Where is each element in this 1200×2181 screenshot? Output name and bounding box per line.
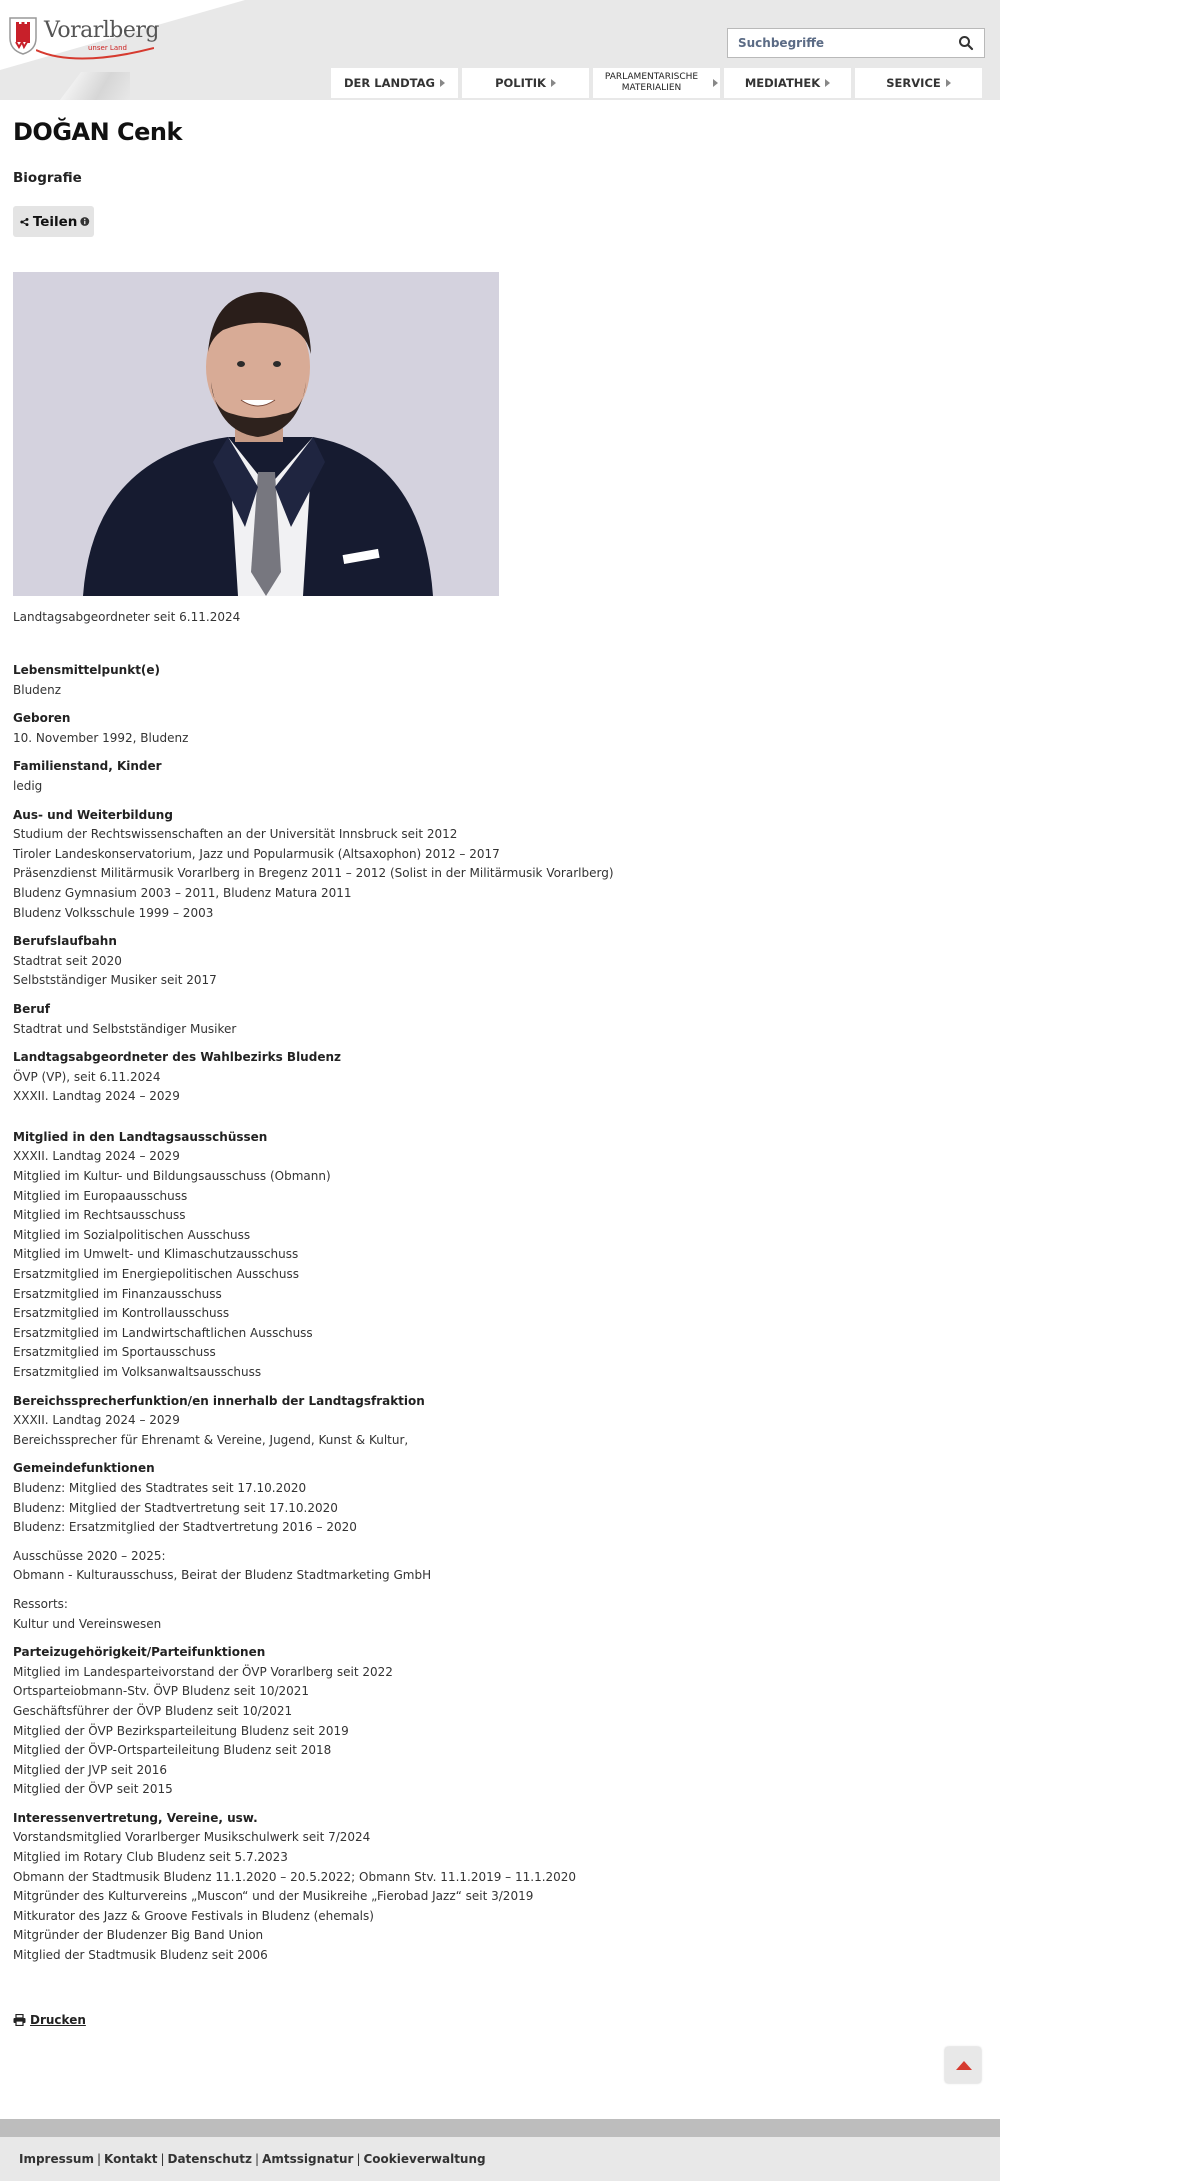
vorarlberg-logo[interactable] — [8, 14, 160, 62]
bio-line: Mitglied im Sozialpolitischen Ausschuss — [13, 1227, 251, 1242]
nav-item-label: MEDIATHEK — [744, 76, 821, 90]
nav-item-parlamentarische-materialien[interactable] — [593, 68, 720, 98]
bio-line: Mitglied der ÖVP-Ortsparteileitung Bludenz seit 2018 — [13, 1743, 332, 1758]
print-label: Drucken — [30, 2013, 86, 2027]
bio-line: Bludenz Gymnasium 2003 – 2011, Bludenz Matura 2011 — [13, 885, 352, 900]
back-to-top-button[interactable] — [945, 2047, 981, 2083]
footer-link[interactable]: Kontakt — [104, 2152, 158, 2166]
bio-section — [13, 757, 913, 796]
info-icon — [80, 215, 90, 228]
bio-line: Ressorts: — [13, 1596, 68, 1611]
logo-text: Vorarlberg — [44, 18, 160, 43]
bio-line: Mitglied der JVP seit 2016 — [13, 1762, 168, 1777]
footer-link[interactable]: Amtssignatur — [262, 2152, 354, 2166]
bio-line: Bludenz: Mitglied der Stadtvertretung seit 17.10.2020 — [13, 1500, 338, 1515]
bio-line: Stadtrat seit 2020 — [13, 953, 122, 968]
bio-section — [13, 1392, 913, 1451]
share-icon — [20, 216, 29, 228]
bio-spacer — [13, 1116, 913, 1128]
bio-line: Ersatzmitglied im Volksanwaltsausschuss — [13, 1365, 262, 1379]
bio-section — [13, 932, 913, 991]
bio-line: Ersatzmitglied im Energiepolitischen Ausschuss — [13, 1267, 299, 1282]
bio-line: Selbstständiger Musiker seit 2017 — [13, 973, 217, 988]
bio-section — [13, 709, 913, 748]
bio-section-label: Beruf — [13, 1001, 50, 1016]
bio-section-label: Berufslaufbahn — [13, 934, 117, 949]
bio-line: ÖVP (VP), seit 6.11.2024 — [13, 1069, 161, 1084]
bio-line: Ausschüsse 2020 – 2025: — [13, 1548, 166, 1563]
nav-item-der-landtag[interactable] — [331, 68, 458, 98]
nav-item-label: PARLAMENTARISCHE MATERIALIEN — [604, 72, 699, 93]
footer-link[interactable]: Impressum — [19, 2152, 94, 2166]
nav-item-label: POLITIK — [495, 76, 546, 90]
share-button[interactable] — [13, 206, 94, 237]
bio-line: 10. November 1992, Bludenz — [13, 730, 189, 745]
bio-line: Mitglied im Rotary Club Bludenz seit 5.7.2023 — [13, 1850, 288, 1865]
site-header — [0, 0, 1000, 100]
footer-divider — [0, 2119, 1000, 2137]
bio-line: Mitglied im Umwelt- und Klimaschutzausschuss — [13, 1247, 299, 1262]
bio-line: Bludenz — [13, 682, 62, 697]
bio-line: Mitglied der Stadtmusik Bludenz seit 2006 — [13, 1948, 268, 1963]
nav-item-service[interactable] — [855, 68, 982, 98]
bio-section — [13, 661, 913, 700]
portrait-illustration — [13, 272, 499, 596]
bio-line: Bludenz Volksschule 1999 – 2003 — [13, 905, 214, 920]
footer-links — [19, 2152, 486, 2166]
portrait-photo — [13, 272, 499, 596]
bio-section-label: Geboren — [13, 711, 71, 726]
search-icon[interactable] — [958, 35, 974, 51]
bio-line: Stadtrat und Selbstständiger Musiker — [13, 1021, 237, 1036]
bio-section — [13, 1643, 913, 1800]
footer-separator: | — [255, 2152, 260, 2166]
bio-section — [13, 1547, 913, 1586]
page-title: DOĞAN Cenk — [13, 118, 182, 146]
bio-section-label: Mitglied in den Landtagsausschüssen — [13, 1129, 268, 1144]
footer-link[interactable]: Datenschutz — [167, 2152, 253, 2166]
bio-line: Ersatzmitglied im Finanzausschuss — [13, 1286, 222, 1301]
bio-section-label: Bereichssprecherfunktion/en innerhalb der Landtagsfraktion — [13, 1393, 425, 1408]
print-link[interactable] — [13, 2013, 86, 2027]
printer-icon — [13, 2014, 26, 2026]
bio-section-label: Aus- und Weiterbildung — [13, 807, 173, 822]
bio-line: Mitgründer des Kulturvereins „Muscon“ und der Musikreihe „Fierobad Jazz“ seit 3/2019 — [13, 1889, 534, 1904]
bio-line: Bereichssprecher für Ehrenamt & Vereine, Jugend, Kunst & Kultur, — [13, 1432, 409, 1447]
bio-line: Mitglied der ÖVP Bezirksparteileitung Bludenz seit 2019 — [13, 1723, 349, 1738]
bio-section — [13, 806, 913, 924]
bio-line: XXXII. Landtag 2024 – 2029 — [13, 1413, 180, 1428]
nav-item-mediathek[interactable] — [724, 68, 851, 98]
bio-line: Mitkurator des Jazz & Groove Festivals in Bludenz (ehemals) — [13, 1908, 374, 1923]
bio-section-label: Lebensmittelpunkt(e) — [13, 663, 161, 677]
footer-link[interactable]: Cookieverwaltung — [363, 2152, 486, 2166]
main-navigation — [331, 68, 982, 98]
bio-line: Obmann - Kulturausschuss, Beirat der Bludenz Stadtmarketing GmbH — [13, 1568, 432, 1583]
bio-line: Mitglied im Landesparteivorstand der ÖVP Vorarlberg seit 2022 — [13, 1664, 393, 1679]
bio-line: Präsenzdienst Militärmusik Vorarlberg in Bregenz 2011 – 2012 (Solist in der Militärmusik Vorarlberg) — [13, 866, 614, 881]
bio-section — [13, 1459, 913, 1537]
nav-item-label: DER LANDTAG — [344, 76, 435, 90]
caret-right-icon — [946, 79, 951, 87]
header-shade — [60, 72, 130, 100]
bio-line: Obmann der Stadtmusik Bludenz 11.1.2020 – 20.5.2022; Obmann Stv. 11.1.2019 – 11.1.2020 — [13, 1869, 577, 1884]
bio-line: Ersatzmitglied im Landwirtschaftlichen Ausschuss — [13, 1325, 313, 1340]
caret-right-icon — [440, 79, 445, 87]
bio-line: Mitglied im Kultur- und Bildungsausschuss (Obmann) — [13, 1169, 331, 1184]
search-box — [727, 28, 985, 58]
nav-item-politik[interactable] — [462, 68, 589, 98]
bio-line: Ortsparteiobmann-Stv. ÖVP Bludenz seit 10/2021 — [13, 1684, 310, 1699]
bio-line: Mitglied der ÖVP seit 2015 — [13, 1782, 173, 1797]
biography-list — [13, 661, 913, 1975]
bio-line: Bludenz: Mitglied des Stadtrates seit 17.10.2020 — [13, 1480, 307, 1495]
footer-separator: | — [356, 2152, 361, 2166]
bio-line: ledig — [13, 778, 43, 793]
section-subhead: Biografie — [13, 170, 82, 186]
footer-separator: | — [160, 2152, 165, 2166]
caret-right-icon — [713, 79, 718, 87]
bio-line: Bludenz: Ersatzmitglied der Stadtvertretung 2016 – 2020 — [13, 1520, 357, 1535]
main-content — [13, 118, 913, 2027]
footer-separator: | — [96, 2152, 101, 2166]
logo-tagline: unser Land — [88, 44, 127, 52]
arrow-up-icon — [956, 2061, 972, 2070]
site-footer — [0, 2137, 1000, 2181]
bio-section-label: Parteizugehörigkeit/Parteifunktionen — [13, 1645, 266, 1660]
bio-section — [13, 1048, 913, 1107]
bio-section-label: Interessenvertretung, Vereine, usw. — [13, 1810, 258, 1825]
bio-line: Mitglied im Europaausschuss — [13, 1188, 188, 1203]
share-label: Teilen — [32, 213, 78, 230]
bio-line: XXXII. Landtag 2024 – 2029 — [13, 1089, 180, 1104]
bio-line: Tiroler Landeskonservatorium, Jazz und Popularmusik (Altsaxophon) 2012 – 2017 — [13, 846, 500, 861]
bio-line: Geschäftsführer der ÖVP Bludenz seit 10/2021 — [13, 1703, 293, 1718]
coat-of-arms-icon — [8, 16, 38, 56]
bio-line: Mitglied im Rechtsausschuss — [13, 1208, 186, 1223]
bio-line: Mitgründer der Bludenzer Big Band Union — [13, 1928, 264, 1943]
nav-item-label: SERVICE — [886, 76, 941, 90]
bio-section — [13, 1595, 913, 1634]
bio-line: Vorstandsmitglied Vorarlberger Musikschulwerk seit 7/2024 — [13, 1830, 371, 1845]
bio-line: Studium der Rechtswissenschaften an der Universität Innsbruck seit 2012 — [13, 827, 458, 842]
bio-line: Ersatzmitglied im Kontrollausschuss — [13, 1306, 230, 1321]
bio-section — [13, 1000, 913, 1039]
bio-line: Kultur und Vereinswesen — [13, 1616, 162, 1631]
photo-caption: Landtagsabgeordneter seit 6.11.2024 — [13, 610, 241, 624]
bio-line: XXXII. Landtag 2024 – 2029 — [13, 1149, 180, 1164]
bio-section-label: Gemeindefunktionen — [13, 1461, 155, 1476]
caret-right-icon — [551, 79, 556, 87]
caret-right-icon — [825, 79, 830, 87]
bio-section — [13, 1809, 913, 1966]
search-input[interactable] — [728, 29, 948, 57]
bio-line: Ersatzmitglied im Sportausschuss — [13, 1345, 216, 1360]
bio-section-label: Landtagsabgeordneter des Wahlbezirks Bludenz — [13, 1050, 341, 1065]
bio-section — [13, 1128, 913, 1383]
bio-section-label: Familienstand, Kinder — [13, 759, 162, 774]
